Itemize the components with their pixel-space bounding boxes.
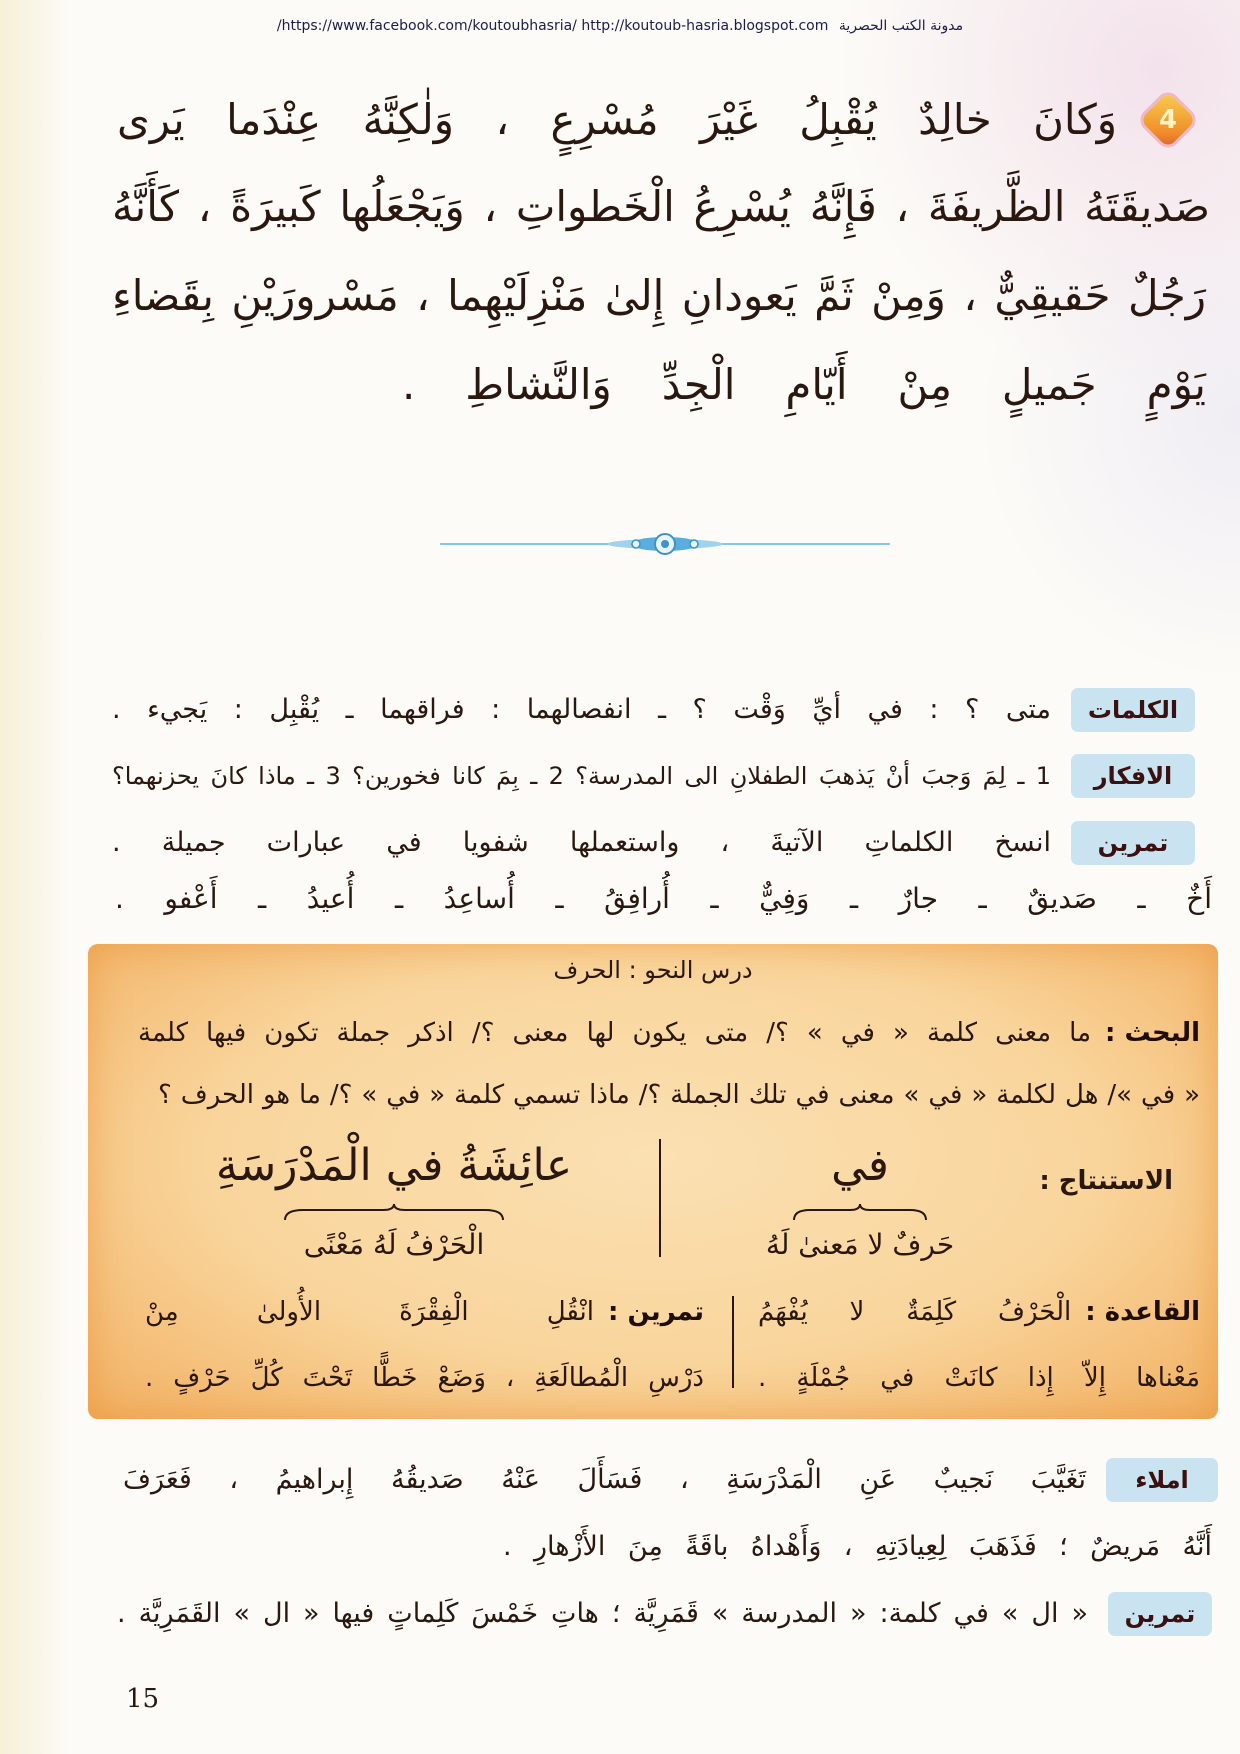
conclusion-word: في <box>831 1140 889 1191</box>
conclusion-right-panel <box>720 1134 1000 1268</box>
reading-line-3: رَجُلٌ حَقيقِيٌّ ، وَمِنْ ثَمَّ يَعودانِ إِلىٰ مَنْزِلَيْهِما ، مَسْرورَيْنِ بِقَضاءِ <box>112 271 1206 320</box>
exercise-text: انسخ الكلماتِ الآتيةَ ، واستعملها شفويا في عبارات جميلة . <box>112 827 1051 858</box>
source-header <box>0 18 1240 34</box>
research-line-2 <box>158 1071 1200 1119</box>
vocabulary-text: متى ؟ : في أيِّ وَقْت ؟ ـ انفصالهما : فراقهما ـ يُقْبِل : يَجيء . <box>112 694 1051 725</box>
header-links: /https://www.facebook.com/koutoubhasria/ http://koutoub-hasria.blogspot.com <box>276 18 829 34</box>
research-label: البحث : <box>1105 1018 1200 1048</box>
dictation-text-2: أَنَّهُ مَريضٌ ؛ فَذَهَبَ لِعِيادَتِهِ ، وَأَهْداهُ باقَةً مِنَ الأَزْهارِ . <box>503 1531 1212 1562</box>
box-exercise-text-1: انْقُلِ الْفِقْرَةَ الأُولىٰ مِنْ <box>145 1297 595 1327</box>
rule-line-1 <box>758 1282 1200 1342</box>
page-number: 15 <box>126 1684 160 1714</box>
grammar-lesson-box <box>88 944 1218 1419</box>
rule-text-1: الْحَرْفُ كَلِمَةٌ لا يُفْهَمُ <box>758 1297 1072 1327</box>
research-text-1: ما معنى كلمة « في » ؟/ متى يكون لها معنى ؟/ اذكر جملة تكون فيها كلمة <box>138 1018 1091 1048</box>
grammar-title: درس النحو : الحرف <box>553 956 753 984</box>
rule-exercise-divider <box>732 1296 734 1388</box>
box-exercise-text-2: دَرْسِ الْمُطالَعَةِ ، وَضَعْ خَطًّا تَحْتَ كُلِّ حَرْفٍ . <box>145 1363 704 1393</box>
paragraph-number-badge <box>1140 92 1196 148</box>
dictation-row <box>123 1457 1218 1503</box>
rule-label: القاعدة : <box>1085 1297 1200 1327</box>
exercise2-label: تمرين <box>1108 1592 1212 1636</box>
dictation-text-1: تَغَيَّبَ نَجيبٌ عَنِ الْمَدْرَسَةِ ، فَسَأَلَ عَنْهُ صَديقُهُ إِبراهيمُ ، فَعَرَفَ <box>123 1464 1086 1495</box>
research-line-1 <box>138 1009 1200 1057</box>
conclusion-sentence-caption: الْحَرْفُ لَهُ مَعْنًى <box>303 1228 485 1261</box>
reading-line-4: يَوْمٍ جَميلٍ مِنْ أَيّامِ الْجِدِّ وَالنَّشاطِ . <box>402 360 1206 409</box>
ideas-text: 1 ـ لِمَ وَجبَ أنْ يَذهبَ الطفلانِ الى المدرسة؟ 2 ـ بِمَ كانا فخورين؟ 3 ـ ماذا كانَ يحزنهما؟ <box>112 762 1051 790</box>
conclusion-left-panel <box>184 1134 604 1268</box>
rule-line-2 <box>758 1348 1200 1408</box>
underbrace-left <box>283 1202 505 1222</box>
exercise-words: أَخٌ ـ صَديقٌ ـ جارٌ ـ وَفِيٌّ ـ أُرافِقُ ـ أُساعِدُ ـ أُعيدُ ـ أَعْفو . <box>115 882 1212 915</box>
box-exercise-line-2 <box>145 1348 704 1408</box>
research-text-2: « في »/ هل لكلمة « في » معنى في تلك الجملة ؟/ ماذا تسمي كلمة « في » ؟/ ما هو الحرف ؟ <box>158 1080 1200 1110</box>
exercise2-text: « ال » في كلمة: « المدرسة » قَمَرِيَّة ؛ هاتِ خَمْسَ كَلِماتٍ فيها « ال » القَمَرِيَّة . <box>117 1598 1088 1629</box>
header-blog-name: مدونة الكتب الحصرية <box>838 18 964 34</box>
conclusion-sentence: عائِشَةُ في الْمَدْرَسَةِ <box>215 1140 573 1191</box>
dictation-label: املاء <box>1106 1458 1218 1502</box>
conclusion-divider <box>659 1139 661 1257</box>
reading-line-1: وَكانَ خالِدٌ يُقْبِلُ غَيْرَ مُسْرِعٍ ، وَلٰكِنَّهُ عِنْدَما يَرى <box>117 95 1117 144</box>
paragraph-number: 4 <box>1158 105 1178 135</box>
exercise2-row <box>117 1591 1212 1637</box>
ideas-row <box>112 753 1195 799</box>
ideas-label: الافكار <box>1071 754 1195 798</box>
reading-line-2: صَديقَتَهُ الظَّريفَةَ ، فَإِنَّهُ يُسْرِعُ الْخَطواتِ ، وَيَجْعَلُها كَبيرَةً ، كَأَنَّهُ <box>112 182 1210 231</box>
vocabulary-row <box>112 687 1195 733</box>
exercise-label: تمرين <box>1071 821 1195 865</box>
underbrace-right <box>792 1202 928 1222</box>
exercise-row <box>112 820 1195 866</box>
conclusion-word-caption: حَرفٌ لا مَعنىٰ لَهُ <box>765 1228 955 1261</box>
conclusion-label: الاستنتاج : <box>1039 1166 1173 1196</box>
vocabulary-label: الكلمات <box>1071 688 1195 732</box>
box-exercise-label: تمرين : <box>608 1297 704 1327</box>
ornament-divider <box>440 530 890 558</box>
rule-text-2: مَعْناها إِلاّ إِذا كانَتْ في جُمْلَةٍ . <box>758 1363 1200 1393</box>
box-exercise-line-1 <box>145 1282 704 1342</box>
